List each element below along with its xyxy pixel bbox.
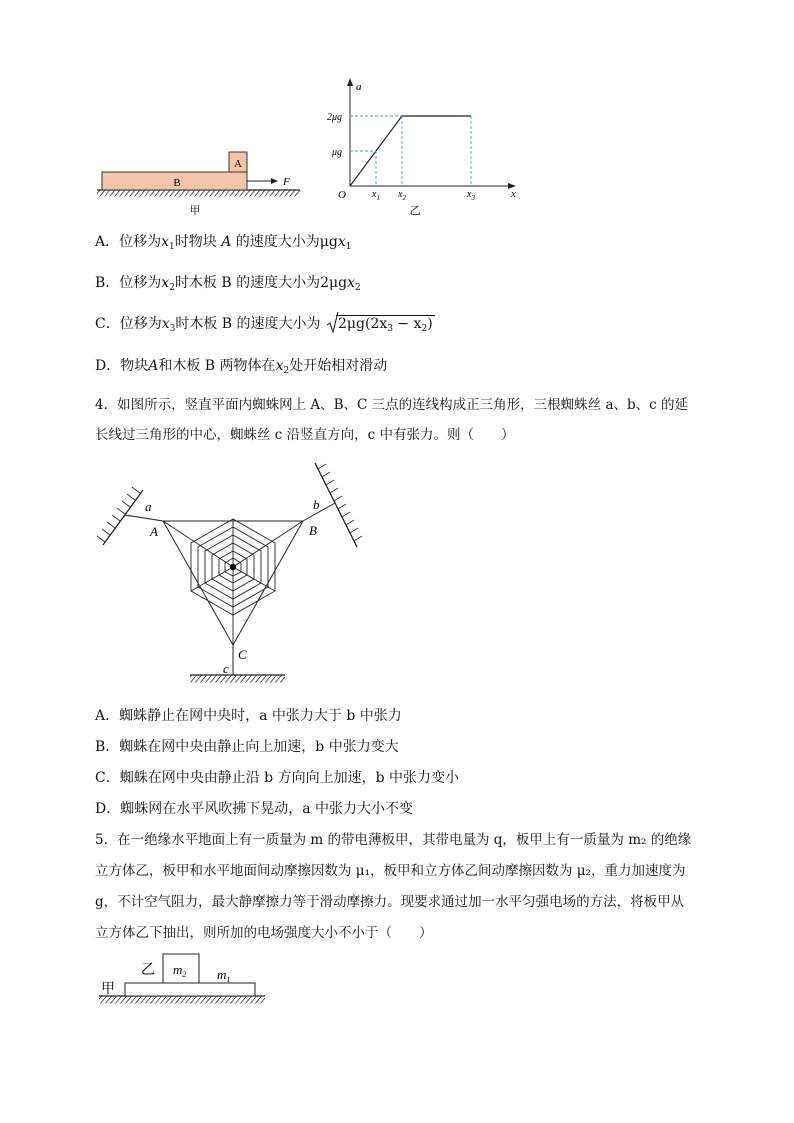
label-jia: 甲 (101, 982, 115, 997)
origin-label: O (338, 189, 346, 201)
q3-option-a: A．位移为$x_1$时物块 A 的速度大小为μgx$_1$ (95, 234, 352, 252)
board-b-label: B (173, 177, 181, 189)
label-a-thread: a (145, 499, 152, 514)
spider (230, 564, 236, 570)
q4-option-a: A．蜘蛛静止在网中央时，a 中张力大于 b 中张力 (95, 708, 402, 724)
y-axis-label: a (356, 81, 362, 93)
caption-yi: 乙 (409, 205, 421, 217)
tick-ug: μg (332, 147, 343, 158)
label-point-b: B (309, 523, 317, 538)
q4-option-d: D．蜘蛛网在水平风吹拂下晃动，a 中张力大小不变 (95, 801, 414, 817)
label-b-thread: b (313, 497, 320, 512)
q4-stem-line1: 4．如图所示，竖直平面内蜘蛛网上 A、B、C 三点的连线构成正三角形，三根蜘蛛丝 a、b、c 的延 (95, 397, 689, 413)
x-axis-label: x (511, 188, 516, 200)
tick-2ug: 2μg (327, 112, 343, 123)
label-m1: $m_1$ (217, 967, 231, 984)
label-point-c: C (238, 647, 247, 662)
figure-yi (325, 78, 525, 223)
q4-option-b: B．蜘蛛在网中央由静止向上加速，b 中张力变大 (95, 739, 399, 755)
q4-stem-line2: 长线过三角形的中心，蜘蛛丝 c 沿竖直方向，c 中有张力。则（ ） (95, 427, 515, 443)
force-label: F (283, 176, 290, 188)
q5-stem-line1: 5．在一绝缘水平地面上有一质量为 m 的带电薄板甲，其带电量为 q，板甲上有一质量为 m₂ 的绝缘 (95, 832, 692, 848)
q4-option-c: C．蜘蛛在网中央由静止沿 b 方向向上加速，b 中张力变小 (95, 770, 459, 786)
label-yi: 乙 (141, 963, 155, 978)
tick-x2: $x_2$ (398, 189, 406, 202)
right-wall (315, 463, 362, 547)
label-c-thread: c (223, 661, 229, 676)
web (163, 519, 303, 645)
q5-stem-line3: g，不计空气阻力，最大静摩擦力等于滑动摩擦力。现要求通过加一水平匀强电场的方法，将板甲从 (95, 894, 685, 910)
label-point-a: A (150, 524, 158, 539)
figure-board-cube (95, 950, 275, 1012)
left-wall (97, 487, 143, 545)
tick-x1: $x_1$ (372, 189, 380, 202)
sqrt-formula: $2\mu g(2x_3 - x_2)$ (327, 314, 435, 339)
figure-spider-web (95, 455, 375, 695)
thread-a (125, 515, 163, 521)
q3-option-c: C．位移为$x_3$时木板 B 的速度大小为 $2\mu g(2x_3 - x_2)$ (95, 314, 435, 339)
caption-jia: 甲 (189, 205, 201, 217)
ground-hatch (190, 676, 285, 683)
q5-stem-line2: 立方体乙，板甲和水平地面间动摩擦因数为 μ₁，板甲和立方体乙间动摩擦因数为 μ₂，重力加速度为 (95, 863, 686, 879)
acceleration-curve (350, 116, 471, 186)
q3-option-d: D．物块A和木板 B 两物体在$x_2$处开始相对滑动 (95, 358, 388, 376)
q3-option-b: B．位移为$x_2$时木板 B 的速度大小为2μgx$_2$ (95, 275, 361, 293)
figure-jia (95, 148, 305, 220)
label-m2: $m_2$ (173, 962, 187, 979)
q5-stem-line4: 立方体乙下抽出，则所加的电场强度大小不小于（ ） (95, 925, 433, 941)
block-a-label: A (234, 158, 242, 170)
tick-x3: $x_3$ (467, 189, 475, 202)
board-jia (125, 983, 255, 996)
